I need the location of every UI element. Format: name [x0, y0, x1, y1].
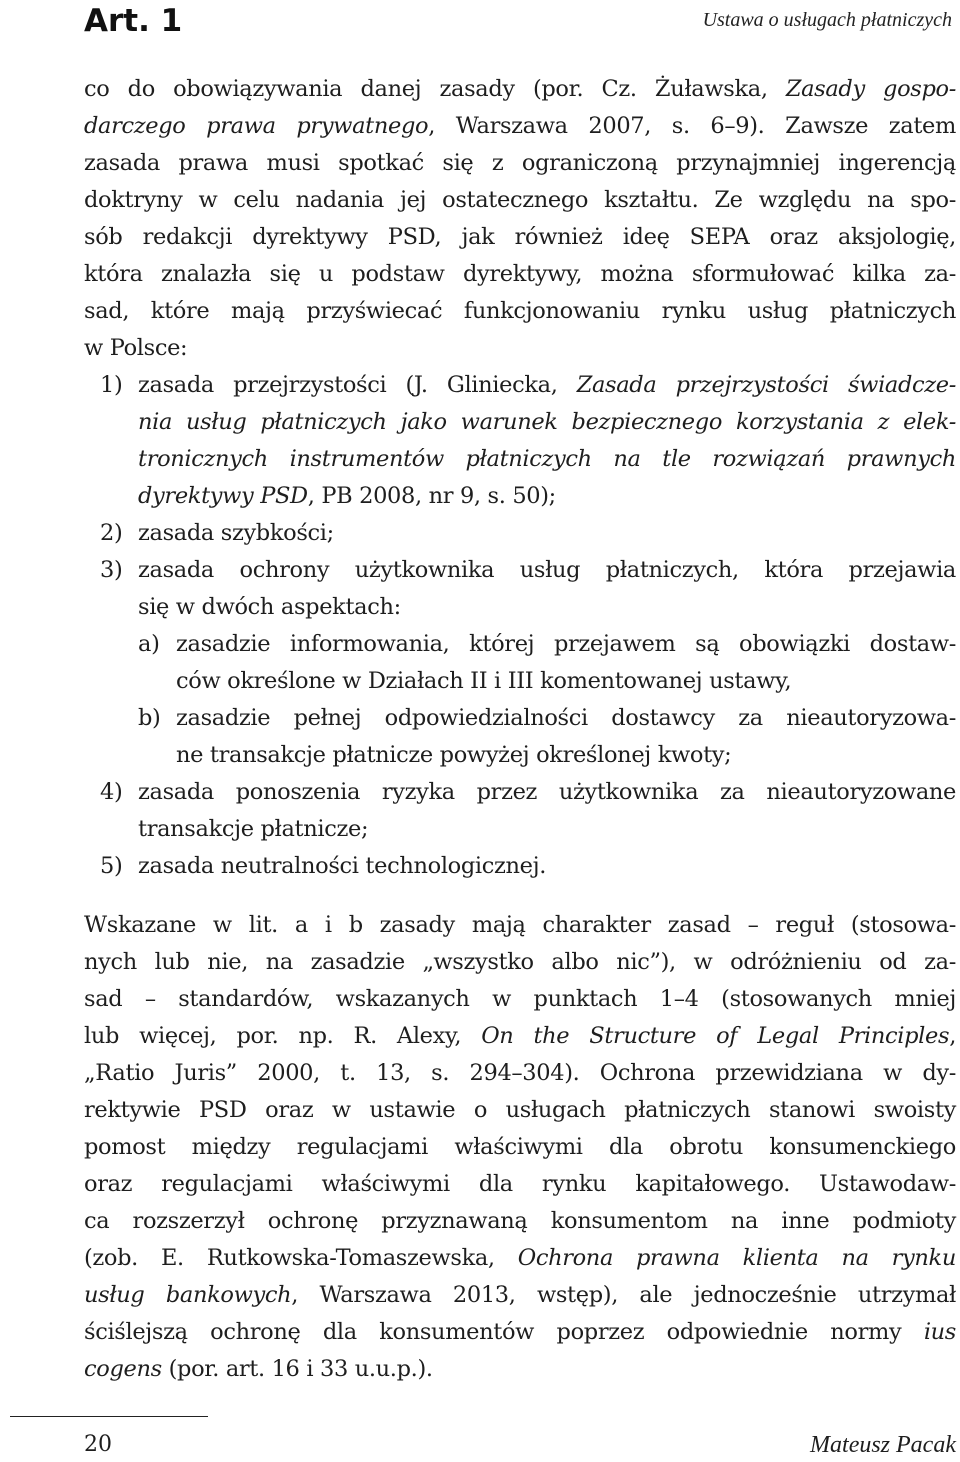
citation-title: On the Structure of Legal Principles: [481, 1023, 950, 1049]
list-item-line: transakcje płatnicze;: [138, 816, 369, 842]
author-name: Mateusz Pacak: [810, 1432, 956, 1458]
article-heading: Art. 1: [84, 3, 183, 39]
sublist-letter: b): [138, 705, 161, 731]
page-number: 20: [84, 1432, 112, 1457]
text-line: sad – standardów, wskazanych w punktach 1–4 (stosowanych mniej: [84, 986, 956, 1012]
text-line: Wskazane w lit. a i b zasady mają charakter zasad – reguł (stosowa-: [84, 912, 956, 938]
citation-title: dyrektywy PSD: [138, 483, 308, 509]
text-line: usług bankowych, Warszawa 2013, wstęp), ale jednocześnie utrzymał: [84, 1282, 956, 1308]
citation-title: darczego prawa prywatnego: [84, 113, 429, 139]
citation-title: Zasada przejrzystości świadcze-: [576, 372, 957, 398]
sublist-item-line: ne transakcje płatnicze powyżej określonej kwoty;: [176, 742, 732, 768]
text-line: pomost między regulacjami właściwymi dla obrotu konsumenckiego: [84, 1134, 956, 1160]
sublist-item-line: zasadzie informowania, której przejawem są obowiązki dostaw-: [176, 631, 956, 657]
text-line: sad, które mają przyświecać funkcjonowaniu rynku usług płatniczych: [84, 298, 956, 324]
text-line: ca rozszerzył ochronę przyznawaną konsumentom na inne podmioty: [84, 1208, 956, 1234]
list-item-line: zasada szybkości;: [138, 520, 334, 546]
list-item-line: dyrektywy PSD, PB 2008, nr 9, s. 50);: [138, 483, 556, 509]
list-number: 5): [100, 853, 123, 879]
citation-title: tronicznych instrumentów płatniczych na tle rozwiązań prawnych: [138, 446, 956, 472]
list-item-line: zasada neutralności technologicznej.: [138, 853, 547, 879]
sublist-item-line: zasadzie pełnej odpowiedzialności dostawcy za nieautoryzowa-: [176, 705, 956, 731]
text-line: zasada prawa musi spotkać się z ograniczoną przynajmniej ingerencją: [84, 150, 956, 176]
text-line: ściślejszą ochronę dla konsumentów poprzez odpowiednie normy ius: [84, 1319, 956, 1345]
citation-title: Ochrona prawna klienta na rynku: [517, 1245, 956, 1271]
list-number: 3): [100, 557, 123, 583]
list-number: 4): [100, 779, 123, 805]
text-line: która znalazła się u podstaw dyrektywy, można sformułować kilka za-: [84, 261, 956, 287]
running-title: Ustawa o usługach płatniczych: [702, 9, 952, 31]
text-line: darczego prawa prywatnego, Warszawa 2007, s. 6–9). Zawsze zatem: [84, 113, 956, 139]
citation-title: nia usług płatniczych jako warunek bezpiecznego korzystania z elek-: [138, 409, 956, 435]
citation-title: Zasady gospo-: [785, 76, 956, 102]
sublist-letter: a): [138, 631, 160, 657]
text-line: rektywie PSD oraz w ustawie o usługach płatniczych stanowi swoisty: [84, 1097, 956, 1123]
list-item-line: się w dwóch aspektach:: [138, 594, 401, 620]
list-item-line: [138, 441, 956, 477]
list-item-line: zasada przejrzystości (J. Gliniecka, Zasada przejrzystości świadcze-: [138, 372, 957, 398]
text-line: oraz regulacjami właściwymi dla rynku kapitałowego. Ustawodaw-: [84, 1171, 956, 1197]
latin-term: ius: [923, 1319, 956, 1345]
text-line: w Polsce:: [84, 335, 188, 361]
list-item-line: zasada ponoszenia ryzyka przez użytkownika za nieautoryzowane: [138, 779, 956, 805]
text-line: cogens (por. art. 16 i 33 u.u.p.).: [84, 1356, 433, 1382]
list-item-line: [138, 404, 956, 440]
sublist-item-line: ców określone w Działach II i III komentowanej ustawy,: [176, 668, 792, 694]
text-line: sób redakcji dyrektywy PSD, jak również ideę SEPA oraz aksjologię,: [84, 224, 956, 250]
text-line: lub więcej, por. np. R. Alexy, On the Structure of Legal Principles,: [84, 1023, 956, 1049]
list-item-line: zasada ochrony użytkownika usług płatniczych, która przejawia: [138, 557, 956, 583]
text-line: co do obowiązywania danej zasady (por. Cz. Żuławska, Zasady gospo-: [84, 76, 956, 102]
citation-title: usług bankowych: [84, 1282, 292, 1308]
text-line: „Ratio Juris” 2000, t. 13, s. 294–304). Ochrona przewidziana w dy-: [84, 1060, 956, 1086]
text-line: (zob. E. Rutkowska-Tomaszewska, Ochrona prawna klienta na rynku: [84, 1245, 956, 1271]
latin-term: cogens: [84, 1356, 162, 1382]
footer-rule: [10, 1416, 208, 1417]
text-line: nych lub nie, na zasadzie „wszystko albo nic”), w odróżnieniu od za-: [84, 949, 956, 975]
text-line: doktryny w celu nadania jej ostatecznego kształtu. Ze względu na spo-: [84, 187, 956, 213]
list-number: 2): [100, 520, 123, 546]
list-number: 1): [100, 372, 123, 398]
